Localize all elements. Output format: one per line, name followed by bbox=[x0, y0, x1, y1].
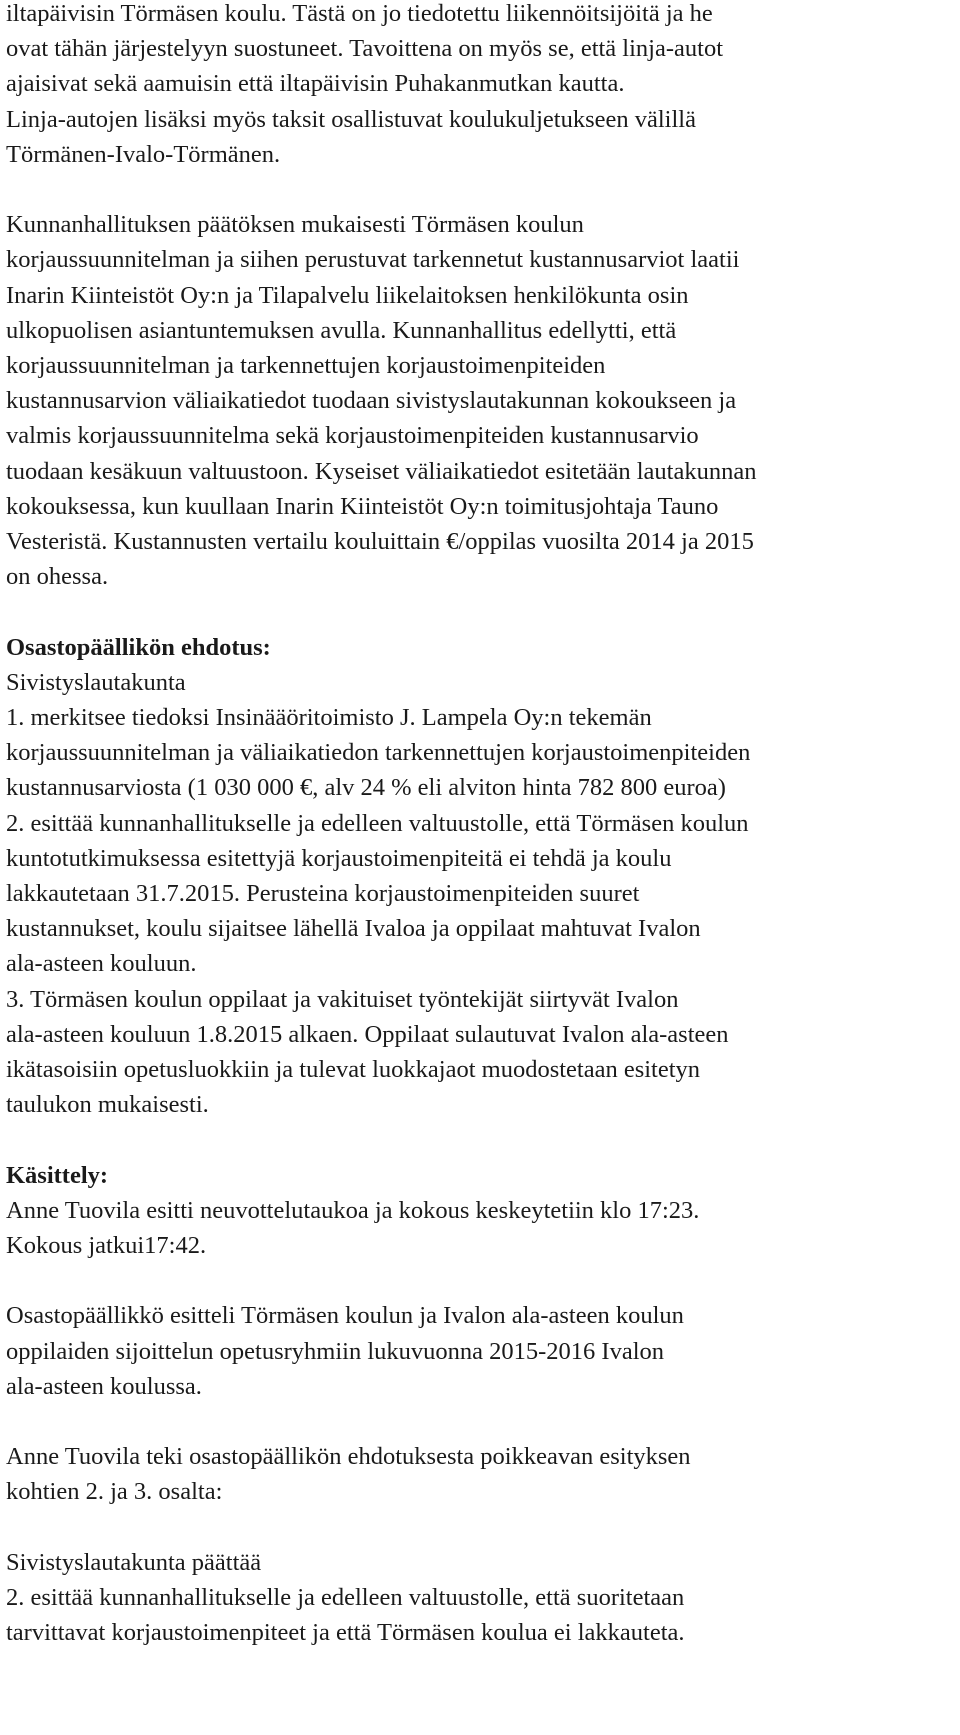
text-line: ovat tähän järjestelyyn suostuneet. Tavoittena on myös se, että linja-autot bbox=[6, 35, 723, 63]
text-line: ala-asteen kouluun. bbox=[6, 950, 197, 978]
paragraph-gap bbox=[6, 1404, 956, 1439]
text-line: korjaussuunnitelman ja siihen perustuvat tarkennetut kustannusarviot laatii bbox=[6, 246, 740, 274]
paragraph-decision bbox=[6, 1545, 956, 1651]
text-line: Sivistyslautakunta päättää bbox=[6, 1548, 262, 1576]
text-line: 3. Törmäsen koulun oppilaat ja vakituiset työntekijät siirtyvät Ivalon bbox=[6, 985, 679, 1013]
paragraph-gap bbox=[6, 1122, 956, 1157]
section-heading-handling: Käsittely: bbox=[6, 1161, 109, 1189]
text-line: iltapäivisin Törmäsen koulu. Tästä on jo tiedotettu liikennöitsijöitä ja he bbox=[6, 0, 713, 27]
text-line: Vesteristä. Kustannusten vertailu kouluittain €/oppilas vuosilta 2014 ja 2015 bbox=[6, 528, 754, 556]
text-line: kustannusarviosta (1 030 000 €, alv 24 % eli alviton hinta 782 800 euroa) bbox=[6, 774, 726, 802]
paragraph-repair-plan bbox=[6, 207, 956, 594]
text-line: kohtien 2. ja 3. osalta: bbox=[6, 1478, 223, 1506]
text-line: Anne Tuovila teki osastopäällikön ehdotuksesta poikkeavan esityksen bbox=[6, 1443, 691, 1471]
text-line: on ohessa. bbox=[6, 563, 109, 591]
text-line: Törmänen-Ivalo-Törmänen. bbox=[6, 140, 281, 168]
text-line: kustannukset, koulu sijaitsee lähellä Ivaloa ja oppilaat mahtuvat Ivalon bbox=[6, 915, 701, 943]
paragraph-gap bbox=[6, 1510, 956, 1545]
paragraph-gap bbox=[6, 172, 956, 207]
text-line: 1. merkitsee tiedoksi Insinääöritoimisto J. Lampela Oy:n tekemän bbox=[6, 704, 652, 732]
text-line: ikätasoisiin opetusluokkiin ja tulevat luokkajaot muodostetaan esitetyn bbox=[6, 1056, 701, 1084]
text-line: tarvittavat korjaustoimenpiteet ja että Törmäsen koulua ei lakkauteta. bbox=[6, 1619, 685, 1647]
text-line: valmis korjaussuunnitelma sekä korjaustoimenpiteiden kustannusarvio bbox=[6, 422, 699, 450]
paragraph-gap bbox=[6, 594, 956, 629]
text-line: Kokous jatkui17:42. bbox=[6, 1232, 207, 1260]
text-line: ajaisivat sekä aamuisin että iltapäivisin Puhakanmutkan kautta. bbox=[6, 70, 625, 98]
section-proposal bbox=[6, 630, 956, 1123]
text-line: ala-asteen koulussa. bbox=[6, 1372, 202, 1400]
text-line: kustannusarvion väliaikatiedot tuodaan sivistyslautakunnan kokoukseen ja bbox=[6, 387, 737, 415]
document-page bbox=[6, 0, 956, 1650]
text-line: Anne Tuovila esitti neuvottelutaukoa ja kokous keskeytetiin klo 17:23. bbox=[6, 1196, 700, 1224]
section-heading-proposal: Osastopäällikön ehdotus: bbox=[6, 633, 271, 661]
text-line: ala-asteen kouluun 1.8.2015 alkaen. Oppilaat sulautuvat Ivalon ala-asteen bbox=[6, 1020, 729, 1048]
text-line: korjaussuunnitelman ja tarkennettujen korjaustoimenpiteiden bbox=[6, 352, 606, 380]
text-line: 2. esittää kunnanhallitukselle ja edelleen valtuustolle, että suoritetaan bbox=[6, 1584, 685, 1612]
text-line: taulukon mukaisesti. bbox=[6, 1091, 209, 1119]
paragraph-placement bbox=[6, 1298, 956, 1404]
text-line: korjaussuunnitelman ja väliaikatiedon tarkennettujen korjaustoimenpiteiden bbox=[6, 739, 751, 767]
text-line: kokouksessa, kun kuullaan Inarin Kiinteistöt Oy:n toimitusjohtaja Tauno bbox=[6, 492, 719, 520]
paragraph-counter-proposal bbox=[6, 1439, 956, 1509]
text-line: tuodaan kesäkuun valtuustoon. Kyseiset väliaikatiedot esitetään lautakunnan bbox=[6, 457, 757, 485]
text-line: Linja-autojen lisäksi myös taksit osallistuvat koulukuljetukseen välillä bbox=[6, 105, 696, 133]
text-line: kuntotutkimuksessa esitettyjä korjaustoimenpiteitä ei tehdä ja koulu bbox=[6, 844, 672, 872]
section-handling bbox=[6, 1158, 956, 1264]
text-line: Osastopäällikkö esitteli Törmäsen koulun ja Ivalon ala-asteen koulun bbox=[6, 1302, 684, 1330]
text-line: Kunnanhallituksen päätöksen mukaisesti Törmäsen koulun bbox=[6, 211, 584, 239]
text-line: Inarin Kiinteistöt Oy:n ja Tilapalvelu liikelaitoksen henkilökunta osin bbox=[6, 281, 689, 309]
text-line: lakkautetaan 31.7.2015. Perusteina korjaustoimenpiteiden suuret bbox=[6, 880, 640, 908]
text-line: ulkopuolisen asiantuntemuksen avulla. Kunnanhallitus edellytti, että bbox=[6, 316, 677, 344]
text-line: oppilaiden sijoittelun opetusryhmiin lukuvuonna 2015-2016 Ivalon bbox=[6, 1337, 665, 1365]
paragraph-gap bbox=[6, 1263, 956, 1298]
text-line: Sivistyslautakunta bbox=[6, 668, 186, 696]
paragraph-school-transport bbox=[6, 0, 956, 172]
text-line: 2. esittää kunnanhallitukselle ja edelleen valtuustolle, että Törmäsen koulun bbox=[6, 809, 749, 837]
